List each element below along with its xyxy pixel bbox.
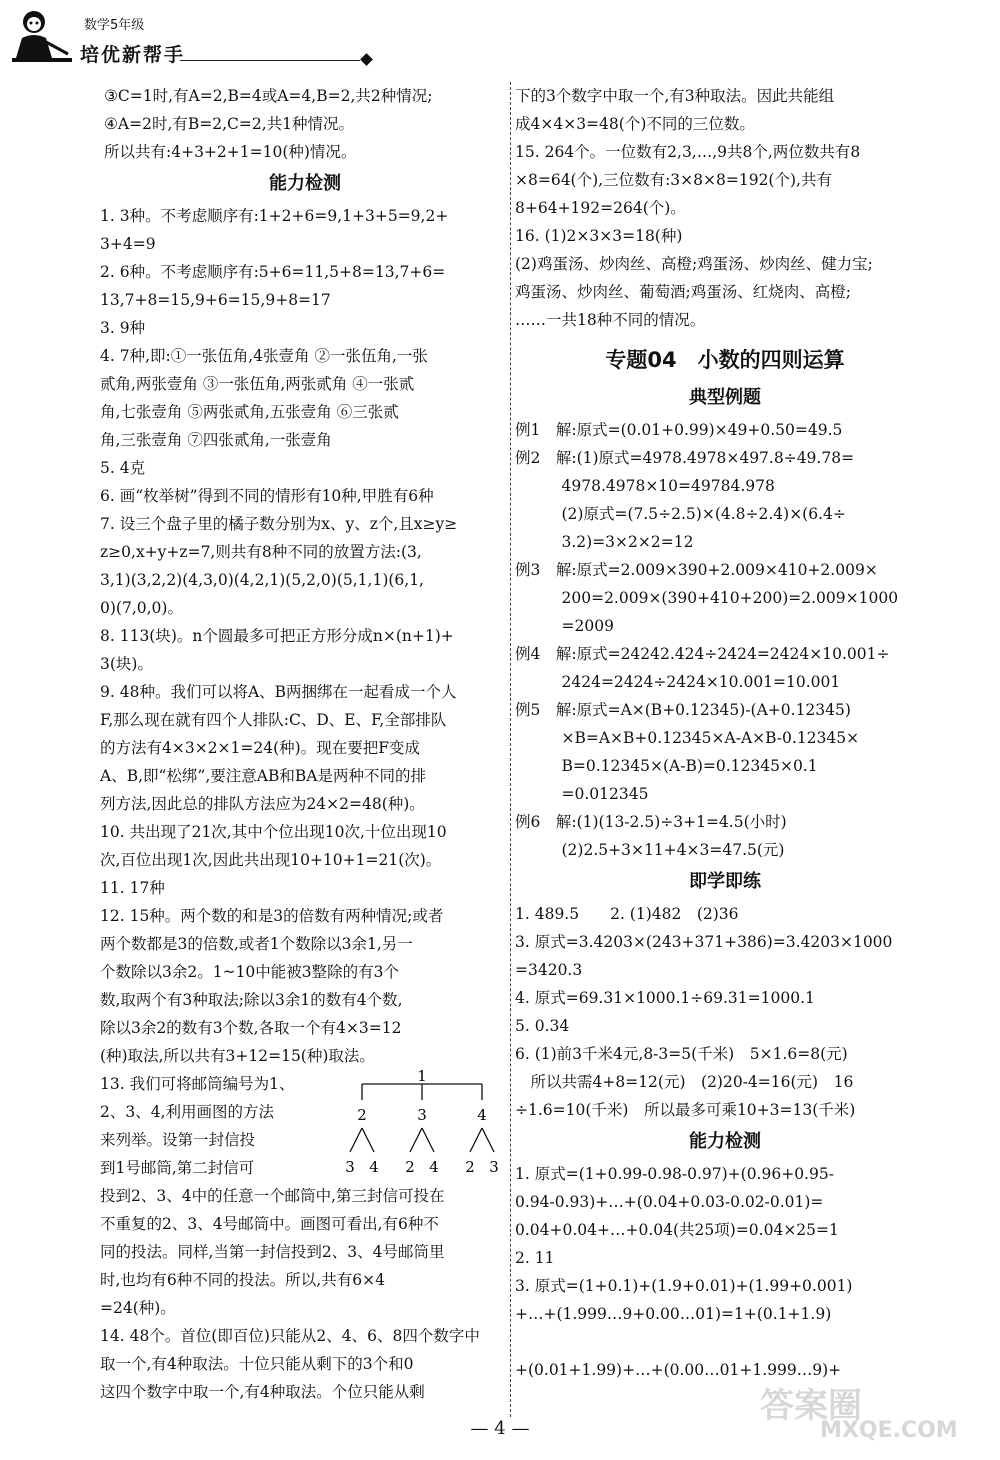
ability-answers	[515, 1160, 935, 1384]
text-line: 1. 489.5 2. (1)482 (2)36	[515, 905, 739, 923]
text-line: 投到2、3、4中的任意一个邮筒中,第三封信可投在	[100, 1187, 445, 1205]
watermark-logo: 答案圈	[760, 1386, 862, 1426]
text-line: 贰角,两张壹角 ③一张伍角,两张贰角 ④一张贰	[100, 375, 415, 393]
tree-node: 3	[417, 1106, 427, 1124]
text-line: 3,1)(3,2,2)(4,3,0)(4,2,1)(5,2,0)(5,1,1)(6,1,	[100, 571, 424, 589]
watermark-url: MXQE.COM	[820, 1418, 958, 1443]
page-number: — 4 —	[470, 1418, 530, 1439]
text-line: (2)原式=(7.5÷2.5)×(4.8÷2.4)×(6.4÷	[515, 505, 846, 523]
text-line: 4978.4978×10=49784.978	[515, 477, 775, 495]
text-line: 例1 解:原式=(0.01+0.99)×49+0.50=49.5	[515, 421, 843, 439]
text-line: 3+4=9	[100, 235, 156, 253]
text-line: B=0.12345×(A-B)=0.12345×0.1	[515, 757, 818, 775]
text-line: ④A=2时,有B=2,C=2,共1种情况。	[104, 115, 355, 133]
text-line: A、B,即“松绑”,要注意AB和BA是两种不同的排	[100, 767, 426, 785]
text-line: 14. 48个。首位(即百位)只能从2、4、6、8四个数字中	[100, 1327, 480, 1345]
text-line: 7. 设三个盘子里的橘子数分别为x、y、z个,且x≥y≥	[100, 515, 458, 533]
text-line: ×B=A×B+0.12345×A-A×B-0.12345×	[515, 729, 860, 747]
header-rule	[180, 60, 360, 61]
text-line: 9. 48种。我们可以将A、B两捆绑在一起看成一个人	[100, 683, 457, 701]
text-line: 15. 264个。一位数有2,3,…,9共8个,两位数共有8	[515, 143, 861, 161]
text-line: 个数除以3余2。1~10中能被3整除的有3个	[100, 963, 400, 981]
text-line: 3.2)=3×2×2=12	[515, 533, 694, 551]
text-line: 鸡蛋汤、炒肉丝、葡萄酒;鸡蛋汤、红烧肉、高橙;	[515, 283, 851, 301]
text-line: 来列举。设第一封信投	[100, 1131, 256, 1149]
mascot-logo-icon	[12, 8, 72, 64]
tree-node: 2	[357, 1106, 367, 1124]
text-line: 所以共有:4+3+2+1=10(种)情况。	[104, 143, 357, 161]
section-title-ability-test-2: 能力检测	[689, 1131, 761, 1152]
tree-leaf: 3	[345, 1158, 355, 1176]
text-line: ÷1.6=10(千米) 所以最多可乘10+3=13(千米)	[515, 1101, 856, 1119]
text-line: (种)取法,所以共有3+12=15(种)取法。	[100, 1047, 375, 1065]
text-line: 5. 0.34	[515, 1017, 570, 1035]
text-line: +…+(1.999…9+0.00…01)=1+(0.1+1.9)	[515, 1305, 832, 1323]
text-line: (2)2.5+3×11+4×3=47.5(元)	[515, 841, 785, 859]
text-line: 8. 113(块)。n个圆最多可把正方形分成n×(n+1)+	[100, 627, 454, 645]
text-line: 例6 解:(1)(13-2.5)÷3+1=4.5(小时)	[515, 813, 787, 831]
right-column	[515, 82, 935, 1384]
example-solutions	[515, 416, 935, 864]
text-line: 数,取两个有3种取法;除以3余1的数有4个数,	[100, 991, 403, 1009]
text-line: 列方法,因此总的排队方法应为24×2=48(种)。	[100, 795, 425, 813]
text-line: 除以3余2的数有3个数,各取一个有4×3=12	[100, 1019, 402, 1037]
text-line: 下的3个数字中取一个,有3种取法。因此共能组	[515, 87, 835, 105]
text-line: F,那么现在就有四个人排队:C、D、E、F,全部排队	[100, 711, 447, 729]
text-line: 取一个,有4种取法。十位只能从剩下的3个和0	[100, 1355, 414, 1373]
text-line: (2)鸡蛋汤、炒肉丝、高橙;鸡蛋汤、炒肉丝、健力宝;	[515, 255, 873, 273]
text-line: 2. 6种。不考虑顺序有:5+6=11,5+8=13,7+6=	[100, 263, 446, 281]
section-title-ability-test: 能力检测	[269, 173, 341, 194]
tree-node: 4	[477, 1106, 487, 1124]
text-line: 到1号邮筒,第二封信可	[100, 1159, 255, 1177]
text-line: 0.94-0.93)+…+(0.04+0.03-0.02-0.01)=	[515, 1193, 824, 1211]
text-line: 所以共需4+8=12(元) (2)20-4=16(元) 16	[515, 1073, 854, 1091]
text-line: 3. 原式=3.4203×(243+371+386)=3.4203×1000	[515, 933, 893, 951]
text-line: 3. 原式=(1+0.1)+(1.9+0.01)+(1.99+0.001)	[515, 1277, 853, 1295]
text-line: 2424=2424÷2424×10.001=10.001	[515, 673, 841, 691]
right-answers	[515, 82, 935, 334]
column-divider	[510, 82, 511, 1417]
text-line: 0.04+0.04+…+0.04(共25项)=0.04×25=1	[515, 1221, 839, 1239]
text-line: 4. 原式=69.31×1000.1÷69.31=1000.1	[515, 989, 815, 1007]
left-answers-cont	[100, 1182, 510, 1406]
text-line: 例4 解:原式=24242.424÷2424=2424×10.001÷	[515, 645, 890, 663]
section-title-practice: 即学即练	[689, 871, 761, 892]
text-line: 200=2.009×(390+410+200)=2.009×1000	[515, 589, 899, 607]
tree-svg	[332, 1070, 512, 1182]
text-line: 3(块)。	[100, 655, 153, 673]
text-line: z≥0,x+y+z=7,则共有8种不同的放置方法:(3,	[100, 543, 422, 561]
text-line: 成4×4×3=48(个)不同的三位数。	[515, 115, 755, 133]
text-line: 1. 3种。不考虑顺序有:1+2+6=9,1+3+5=9,2+	[100, 207, 449, 225]
header-title: 培优新帮手	[80, 44, 186, 66]
tree-leaf: 3	[489, 1158, 499, 1176]
section-title-examples: 典型例题	[689, 387, 761, 408]
text-line: 10. 共出现了21次,其中个位出现10次,十位出现10	[100, 823, 447, 841]
text-line: 两个数都是3的倍数,或者1个数除以3余1,另一	[100, 935, 413, 953]
left-column	[100, 82, 510, 1406]
text-line: ×8=64(个),三位数有:3×8×8=192(个),共有	[515, 171, 832, 189]
text-line: 例5 解:原式=A×(B+0.12345)-(A+0.12345)	[515, 701, 851, 719]
text-line: 13,7+8=15,9+6=15,9+8=17	[100, 291, 331, 309]
text-line: ③C=1时,有A=2,B=4或A=4,B=2,共2种情况;	[104, 87, 433, 105]
left-intro-lines	[100, 82, 510, 166]
tree-root: 1	[417, 1070, 427, 1085]
header-diamond-icon	[360, 53, 373, 66]
text-line: 角,三张壹角 ⑦四张贰角,一张壹角	[100, 431, 332, 449]
text-line: 2. 11	[515, 1249, 555, 1267]
practice-answers	[515, 900, 935, 1124]
text-line: =3420.3	[515, 961, 583, 979]
text-line: 3. 9种	[100, 319, 146, 337]
text-line: 次,百位出现1次,因此共出现10+10+1=21(次)。	[100, 851, 442, 869]
text-line: 0)(7,0,0)。	[100, 599, 183, 617]
text-line: 11. 17种	[100, 879, 165, 897]
text-line: 2、3、4,利用画图的方法	[100, 1103, 275, 1121]
tree-leaf: 2	[405, 1158, 415, 1176]
tree-leaf: 2	[465, 1158, 475, 1176]
text-line: 5. 4克	[100, 459, 146, 477]
text-line: =2009	[515, 617, 614, 635]
text-line: =0.012345	[515, 785, 649, 803]
text-line: =24(种)。	[100, 1299, 176, 1317]
text-line: 角,七张壹角 ⑤两张贰角,五张壹角 ⑥三张贰	[100, 403, 399, 421]
text-line: 时,也均有6种不同的投法。所以,共有6×4	[100, 1271, 385, 1289]
text-line: 12. 15种。两个数的和是3的倍数有两种情况;或者	[100, 907, 444, 925]
tree-leaf: 4	[429, 1158, 439, 1176]
left-answers	[100, 202, 510, 1070]
text-line: 例2 解:(1)原式=4978.4978×497.8÷49.78=	[515, 449, 855, 467]
text-line: 6. 画“枚举树”得到不同的情形有10种,甲胜有6种	[100, 487, 434, 505]
text-line: +(0.01+1.99)+…+(0.00…01+1.999…9)+	[515, 1361, 842, 1379]
text-line: 这四个数字中取一个,有4种取法。个位只能从剩	[100, 1383, 425, 1401]
text-line: 的方法有4×3×2×1=24(种)。现在要把F变成	[100, 739, 420, 757]
tree-leaf: 4	[369, 1158, 379, 1176]
page-header	[0, 0, 1000, 72]
text-line: 同的投法。同样,当第一封信投到2、3、4号邮筒里	[100, 1243, 445, 1261]
text-line: 16. (1)2×3×3=18(种)	[515, 227, 683, 245]
text-line: 4. 7种,即:①一张伍角,4张壹角 ②一张伍角,一张	[100, 347, 428, 365]
text-line: ……一共18种不同的情况。	[515, 311, 706, 329]
text-line: 6. (1)前3千米4元,8-3=5(千米) 5×1.6=8(元)	[515, 1045, 848, 1063]
text-line	[515, 1328, 935, 1356]
text-line: 1. 原式=(1+0.99-0.98-0.97)+(0.96+0.95-	[515, 1165, 834, 1183]
text-line: 例3 解:原式=2.009×390+2.009×410+2.009×	[515, 561, 878, 579]
text-line: 不重复的2、3、4号邮筒中。画图可看出,有6种不	[100, 1215, 439, 1233]
topic-title: 专题04 小数的四则运算	[605, 348, 845, 372]
text-line: 8+64+192=264(个)。	[515, 199, 686, 217]
text-line: 13. 我们可将邮筒编号为1、	[100, 1075, 295, 1093]
header-grade: 数学5年级	[84, 18, 145, 33]
